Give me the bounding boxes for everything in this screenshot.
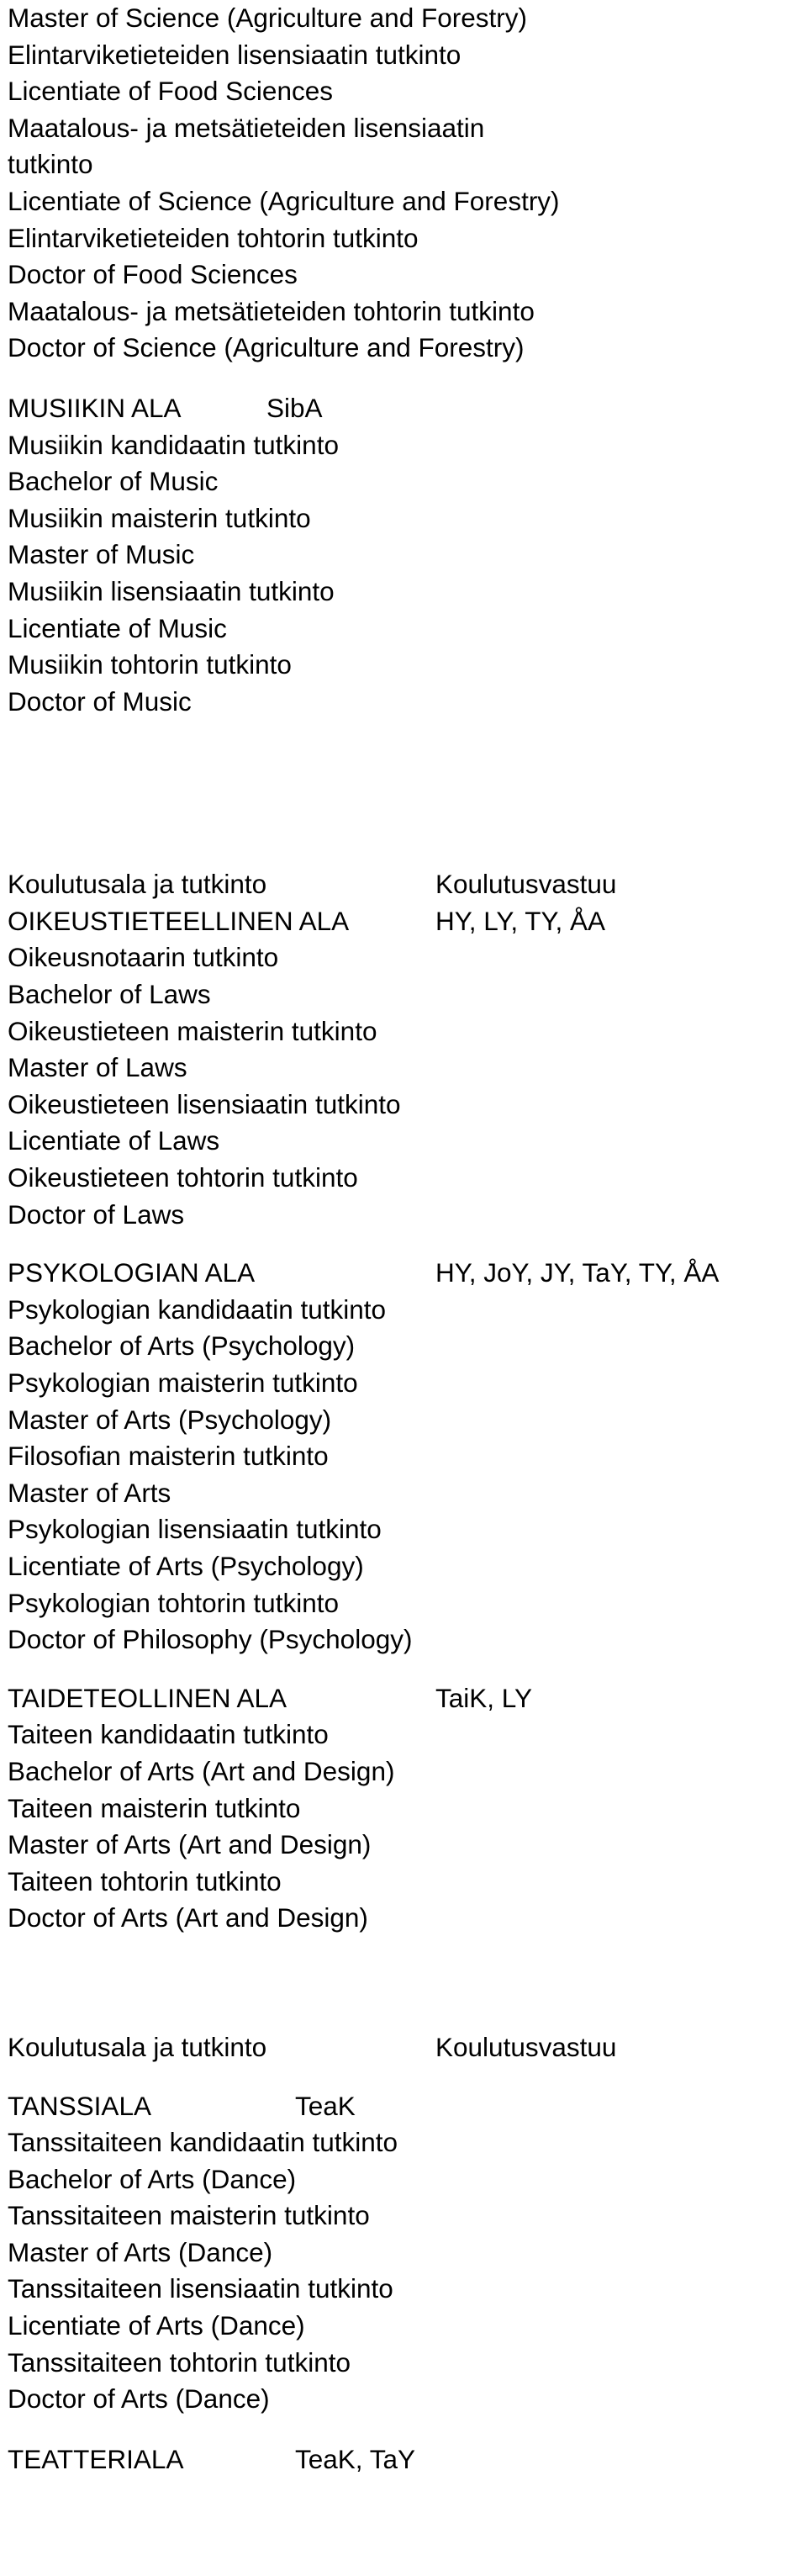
- field-name: MUSIIKIN ALA: [8, 392, 182, 423]
- degree-line: Licentiate of Arts (Psychology): [8, 1550, 364, 1581]
- section-agriculture-continued: [8, 0, 798, 367]
- document-page: [8, 0, 798, 2478]
- degree-line: Filosofian maisterin tutkinto: [8, 1441, 329, 1472]
- degree-line: Psykologian tohtorin tutkinto: [8, 1587, 339, 1618]
- degree-line: Taiteen maisterin tutkinto: [8, 1792, 301, 1823]
- degree-line: Psykologian maisterin tutkinto: [8, 1367, 358, 1398]
- degree-line: Psykologian kandidaatin tutkinto: [8, 1293, 387, 1325]
- institution-list: TaiK, LY: [435, 1682, 532, 1713]
- field-heading-row: [8, 390, 798, 427]
- degree-line: Bachelor of Music: [8, 466, 219, 497]
- institution-list: HY, LY, TY, ÅA: [435, 905, 605, 936]
- degree-line: Master of Arts (Art and Design): [8, 1829, 372, 1860]
- section-art-and-design: [8, 1680, 798, 1937]
- degree-line: Doctor of Laws: [8, 1198, 185, 1230]
- degree-line: Maatalous- ja metsätieteiden tohtorin tutkinto: [8, 295, 535, 326]
- institution-list: HY, JoY, JY, TaY, TY, ÅA: [435, 1257, 720, 1288]
- degree-line: Oikeusnotaarin tutkinto: [8, 942, 279, 973]
- field-name: TANSSIALA: [8, 2090, 151, 2121]
- degree-line: Tanssitaiteen tohtorin tutkinto: [8, 2346, 351, 2378]
- degree-line: Master of Arts: [8, 1477, 171, 1508]
- field-heading-row: [8, 2441, 798, 2478]
- degree-line: Master of Arts (Dance): [8, 2236, 273, 2267]
- column-header-responsibility: Koulutusvastuu: [435, 2031, 617, 2062]
- field-name: OIKEUSTIETEELLINEN ALA: [8, 905, 350, 936]
- degree-line: Tanssitaiteen kandidaatin tutkinto: [8, 2127, 398, 2158]
- degree-line: Bachelor of Arts (Psychology): [8, 1330, 356, 1362]
- degree-line: Psykologian lisensiaatin tutkinto: [8, 1514, 382, 1545]
- degree-line: Doctor of Arts (Dance): [8, 2383, 270, 2415]
- section-dance: [8, 2088, 798, 2418]
- degree-line: Doctor of Arts (Art and Design): [8, 1902, 368, 1933]
- section-law: [8, 903, 798, 1233]
- institution-list: TeaK: [295, 2090, 356, 2121]
- degree-line: Licentiate of Laws: [8, 1125, 220, 1156]
- degree-line: Licentiate of Arts (Dance): [8, 2310, 305, 2341]
- degree-line: Oikeustieteen maisterin tutkinto: [8, 1015, 377, 1046]
- field-name: TAIDETEOLLINEN ALA: [8, 1682, 287, 1713]
- degree-line: Master of Science (Agriculture and Forestry): [8, 3, 527, 33]
- degree-line: Master of Laws: [8, 1052, 187, 1083]
- column-header-field: Koulutusala ja tutkinto: [8, 869, 267, 900]
- section-music: [8, 390, 798, 720]
- degree-line: Taiteen tohtorin tutkinto: [8, 1865, 282, 1896]
- degree-line: Musiikin maisterin tutkinto: [8, 502, 311, 533]
- degree-line: Musiikin lisensiaatin tutkinto: [8, 575, 335, 606]
- degree-line: Bachelor of Laws: [8, 979, 211, 1010]
- degree-line: Doctor of Food Sciences: [8, 259, 298, 290]
- column-header-row: [8, 866, 798, 903]
- degree-line: Master of Arts (Psychology): [8, 1404, 332, 1435]
- field-heading-row: [8, 1680, 798, 1717]
- institution-list: TeaK, TaY: [295, 2443, 416, 2474]
- field-heading-row: [8, 2088, 798, 2125]
- field-name: TEATTERIALA: [8, 2443, 184, 2474]
- degree-line: Bachelor of Arts (Dance): [8, 2163, 297, 2194]
- degree-line: Doctor of Philosophy (Psychology): [8, 1624, 413, 1655]
- section-psychology: [8, 1255, 798, 1658]
- section-theatre: [8, 2441, 798, 2478]
- degree-line: Elintarviketieteiden lisensiaatin tutkinto: [8, 39, 462, 70]
- degree-line: Licentiate of Music: [8, 612, 227, 643]
- degree-line: Master of Music: [8, 539, 195, 570]
- degree-line: Bachelor of Arts (Art and Design): [8, 1755, 395, 1786]
- degree-line: tutkinto: [8, 149, 93, 180]
- degree-line: Doctor of Music: [8, 685, 192, 717]
- column-header-row: [8, 2029, 798, 2066]
- degree-line: Oikeustieteen lisensiaatin tutkinto: [8, 1088, 401, 1119]
- degree-line: Maatalous- ja metsätieteiden lisensiaatin: [8, 112, 485, 143]
- degree-line: Oikeustieteen tohtorin tutkinto: [8, 1162, 358, 1193]
- institution-list: SibA: [266, 392, 323, 423]
- field-heading-row: [8, 903, 798, 940]
- degree-line: Musiikin kandidaatin tutkinto: [8, 429, 339, 460]
- column-header-responsibility: Koulutusvastuu: [435, 869, 617, 900]
- degree-line: Taiteen kandidaatin tutkinto: [8, 1719, 329, 1750]
- field-heading-row: [8, 1255, 798, 1292]
- field-name: PSYKOLOGIAN ALA: [8, 1257, 256, 1288]
- degree-line: Licentiate of Food Sciences: [8, 76, 333, 107]
- degree-line: Tanssitaiteen lisensiaatin tutkinto: [8, 2273, 393, 2304]
- degree-line: Tanssitaiteen maisterin tutkinto: [8, 2200, 370, 2231]
- degree-line: Licentiate of Science (Agriculture and Forestry): [8, 185, 560, 216]
- column-header-field: Koulutusala ja tutkinto: [8, 2031, 267, 2062]
- degree-line: Elintarviketieteiden tohtorin tutkinto: [8, 222, 419, 253]
- degree-line: Musiikin tohtorin tutkinto: [8, 649, 292, 680]
- degree-line: Doctor of Science (Agriculture and Forestry): [8, 332, 525, 363]
